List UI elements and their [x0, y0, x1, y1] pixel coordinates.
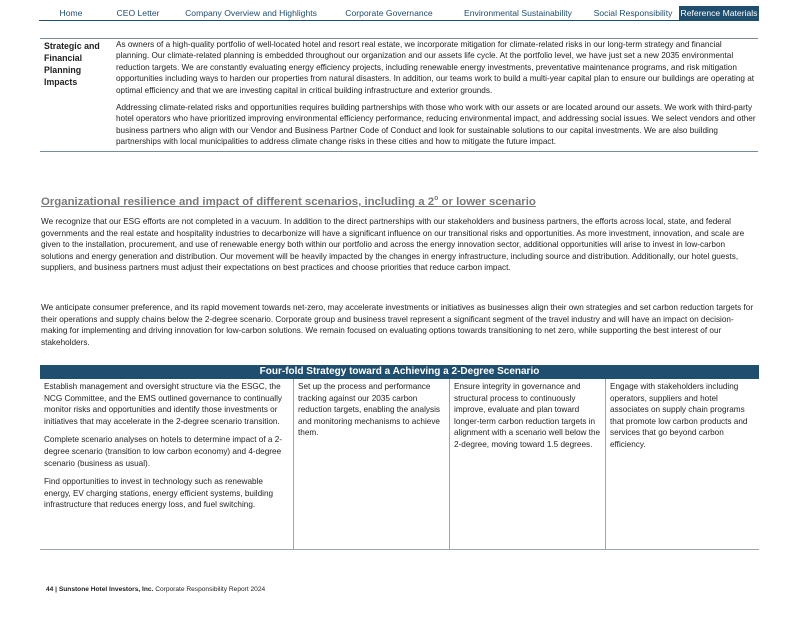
strategy-item: Establish management and oversight structure via the ESGC, the NCG Committee, and the EMS outlined governance to continually monitor risks and opportunities and identify those investments or initiatives that may accelerate in the 2-degree scenario transition. — [44, 382, 283, 426]
strategy-column-2 — [294, 379, 450, 549]
report-name: Corporate Responsibility Report 2024 — [153, 586, 266, 593]
strategy-item: Engage with stakeholders including operators, suppliers and hotel associates on supply chain programs that promote low carbon products and services that go beyond carbon efficiency. — [610, 382, 748, 449]
degree-superscript: o — [434, 195, 439, 202]
section-title-end: or lower scenario — [438, 195, 536, 208]
strategy-item: Find opportunities to invest in technology such as renewable energy, EV charging stations, energy efficient systems, building infrastructure that reduces energy loss, and fuel switching. — [44, 477, 274, 510]
footer-separator: | — [53, 586, 59, 593]
nav-social-responsibility[interactable]: Social Responsibility — [593, 8, 673, 18]
company-name: Sunstone Hotel Investors, Inc. — [58, 586, 154, 593]
nav-reference-materials[interactable]: Reference Materials — [680, 8, 758, 18]
impacts-paragraph: Addressing climate-related risks and opportunities requires building partnerships with those who work with our assets or are located around our assets. We work with third-party hotel operators who have prioritized improving environmental efficiency performance, reducing environmental impact, and addressing social issues. We select vendors and other business partners who align with our Vendor and Business Partner Code of Conduct and look for sustainable solutions to our capital investments. We are also building partnerships with local municipalities to address climate change risks in these cities and how to mitigate the future impact. — [116, 103, 756, 147]
strategy-columns — [40, 379, 759, 550]
strategy-column-4 — [606, 379, 759, 549]
page-number: 44 — [46, 586, 54, 593]
impacts-paragraph: As owners of a high-quality portfolio of well-located hotel and resort real estate, we incorporate mitigation for climate-related risks in our long-term strategy and financial planning. Our climate-related planning is embedded throughout our organization and our assets life cycle. At the portfolio level, we have just set a new 2035 environmental reduction targets. We are constantly evaluating energy efficiency projects, including renewable energy investments, preventative maintenance programs, and risk mitigation opportunities including ways to harden our properties from natural disasters. In addition, our teams work to build a multi-year capital plan to ensure our buildings are operating at optimal efficiency and that we are investing capital in critical building infrastructure and exterior grounds. — [116, 40, 755, 95]
strategy-column-3 — [450, 379, 606, 549]
strategy-item: Set up the process and performance tracking against our 2035 carbon reduction targets, enabling the analysis and monitoring mechanisms to achieve them. — [298, 382, 441, 438]
impacts-body — [112, 39, 758, 151]
nav-company-overview[interactable]: Company Overview and Highlights — [185, 8, 317, 18]
section-paragraph: We recognize that our ESG efforts are not completed in a vacuum. In addition to the direct partnerships with our stakeholders and business partners, the efforts across local, state, and federal governments and the real estate and hospitality industries to decarbonize will have a significant influence on our transitional risks and opportunities. As more investment, innovation, and scale are given to the installation, procurement, and use of renewable energy both within our portfolio and across the energy innovation sector, additional opportunities will arise to invest in low-carbon solutions and energy generation and distribution. Our movement will be heavily impacted by the changes in energy infrastructure, including source and distribution. Additionally, our hotel guests, suppliers, and business partners must adjust their expectations on best practices and choose priorities that reduce carbon impact. — [41, 217, 745, 273]
section-paragraph: We anticipate consumer preference, and its rapid movement towards net-zero, may accelerate investments or initiatives as businesses align their own strategies and set carbon reduction targets for their operations and supply chains below the 2-degree scenario. Corporate group and business travel represent a significant segment of the travel industry and will have an impact on decision-making for implementing and driving innovation for low-carbon solutions. We remain focused on evaluating options towards transitioning to net zero, while supporting the best interest of our stakeholders. — [41, 303, 754, 347]
nav-ceo-letter[interactable]: CEO Letter — [116, 8, 160, 18]
strategy-item: Complete scenario analyses on hotels to determine impact of a 2-degree scenario (transition to low carbon economy) and 4-degree scenario (business as usual). — [44, 435, 283, 468]
strategy-column-1 — [40, 379, 294, 549]
nav-environmental-sustainability[interactable]: Environmental Sustainability — [464, 8, 572, 18]
nav-home[interactable]: Home — [59, 8, 83, 18]
section-title-text: Organizational resilience and impact of different scenarios, including a 2 — [41, 195, 435, 208]
section-title — [41, 195, 536, 208]
impacts-table — [40, 38, 758, 152]
strategy-table — [40, 365, 759, 550]
strategy-title: Four-fold Strategy toward a Achieving a 2-Degree Scenario — [40, 365, 759, 379]
nav-corporate-governance[interactable]: Corporate Governance — [345, 8, 433, 18]
strategy-item: Ensure integrity in governance and structural process to continuously improve, evaluate and plan toward longer-term carbon reduction targets in alignment with a scenario well below the 2-degree, moving toward 1.5 degrees. — [454, 382, 601, 449]
page-footer — [46, 586, 265, 593]
top-navigation — [39, 6, 759, 21]
impacts-label: Strategic and Financial Planning Impacts — [44, 41, 100, 87]
